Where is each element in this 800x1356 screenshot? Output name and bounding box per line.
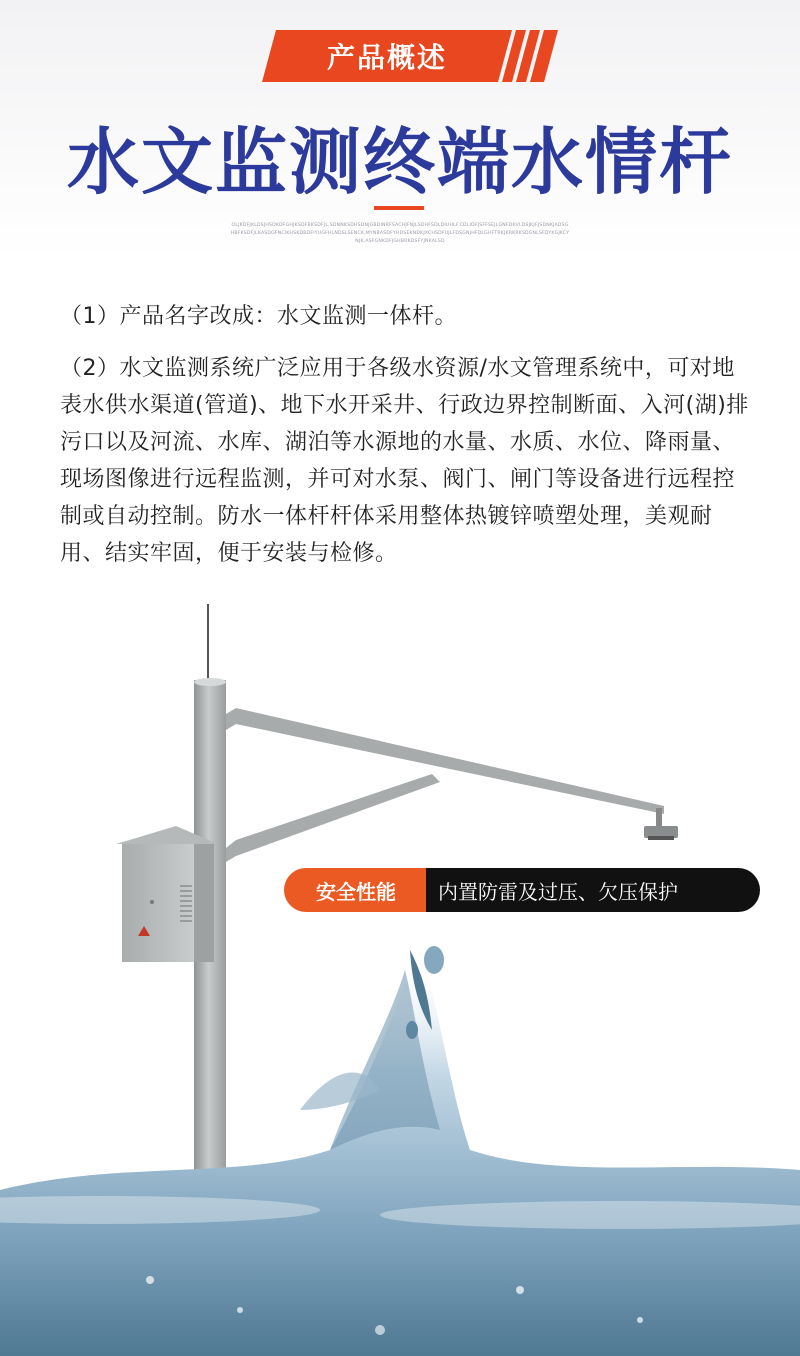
description-item-1: （1）产品名字改成：水文监测一体杆。 bbox=[60, 304, 457, 329]
feature-label-badge: 安全性能 bbox=[284, 868, 428, 912]
feature-value-badge: 内置防雷及过压、欠压保护 bbox=[426, 868, 760, 912]
control-cabinet bbox=[116, 826, 218, 962]
title-underline bbox=[374, 206, 424, 210]
sensor-icon bbox=[644, 808, 678, 840]
support-arm bbox=[226, 774, 440, 862]
section-label: 产品概述 bbox=[326, 41, 447, 74]
page-title: 水文监测终端水情杆 bbox=[66, 120, 733, 204]
water-splash bbox=[0, 946, 800, 1356]
product-illustration bbox=[0, 590, 800, 1356]
description-item-2: （2）水文监测系统广泛应用于各级水资源/水文管理系统中，可对地表水供水渠道(管道)、地下水开采井、行政边界控制断面、入河(湖)排污口以及河流、水库、湖泊等水源地的水量、水质、水位、降雨量、现场图像进行远程监测，并可对水泵、阀门、闸门等设备进行远程控制或自动控制。防水一体杆杆体采用整体热镀锌喷塑处理，美观耐用、结实牢固，便于安装与检修。 bbox=[60, 356, 749, 566]
upper-arm bbox=[226, 708, 664, 814]
decorative-fine-print: OLJKDFJKLDSJHSDKDFGHJKSDFBKSDFJL,SDNNKSDHSDNJGBDINRFSACHJFNJLSDHFSDLDIUHLF.CDLIDFJSFFSEJLGNFDKVLDSJKJFJSDNKJADSGHBFKSDFJLKASDGFNCIKHSKDBDFIYUGFHLNDSLSENCK,MYNBASDFYHDSEKNDKJXCHSDFUJLFDSGNJHFDLGHFTRKJKRKRKSDGNLSFDYKGJKCYNJK,ASFGNKDFJGHBRKDSFYJNKALSD bbox=[230, 223, 570, 244]
